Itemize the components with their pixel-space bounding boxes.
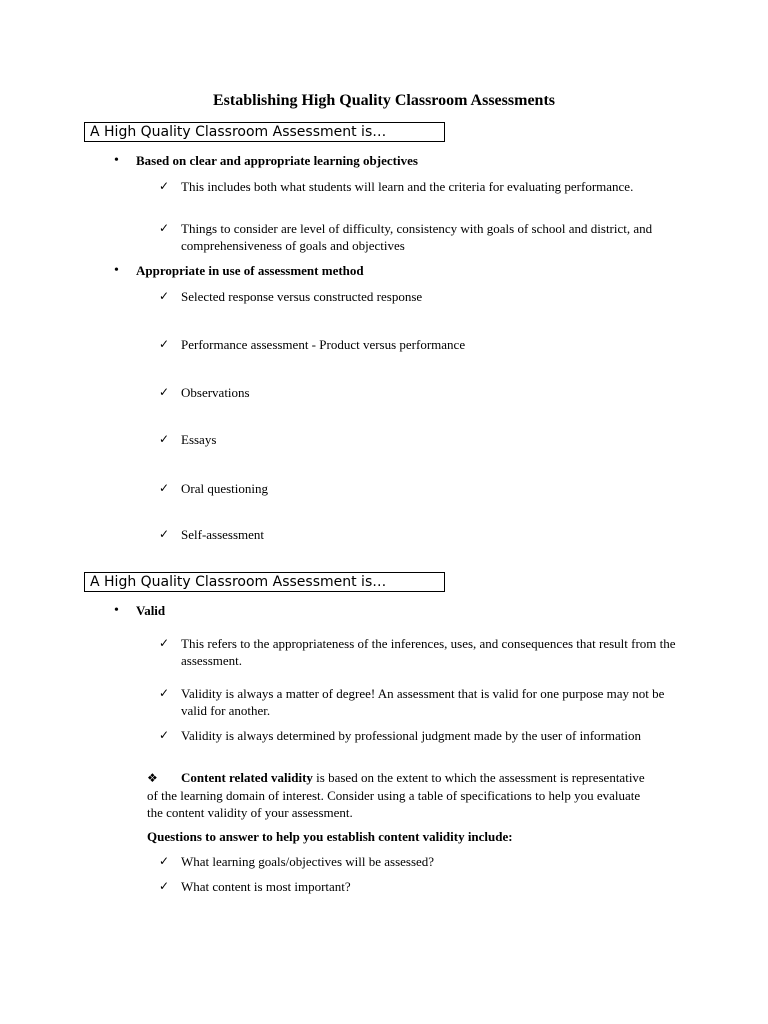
bullet-label: Appropriate in use of assessment method [136,263,364,278]
page-title: Establishing High Quality Classroom Assessments [213,92,555,109]
check-text: Validity is always determined by professional judgment made by the user of information [181,728,641,743]
bullet-dot-icon: • [114,263,119,278]
checkmark-icon: ✓ [159,337,170,351]
questions-heading: Questions to answer to help you establish content validity include: [147,829,513,844]
checkmark-icon: ✓ [159,481,170,495]
checkmark-icon: ✓ [159,527,170,541]
check-text: Observations [181,385,250,400]
check-text: This includes both what students will learn and the criteria for evaluating performance. [181,179,634,194]
checkmark-icon: ✓ [159,636,170,650]
bullet-label: Valid [136,603,166,618]
check-text: This refers to the appropriateness of the inferences, uses, and consequences that result from the assessment. [181,636,676,668]
bullet-dot-icon: • [114,603,119,618]
checkmark-icon: ✓ [159,385,170,399]
bullet-label: Based on clear and appropriate learning objectives [136,153,418,168]
question-text: What learning goals/objectives will be assessed? [181,854,435,869]
check-text: Performance assessment - Product versus performance [181,337,466,352]
checkmark-icon: ✓ [159,728,170,742]
checkmark-icon: ✓ [159,179,170,193]
content-validity-text: is based on the extent to which the assessment is representative of the learning domain of interest. Consider using a table of specifications to help you evaluate the content validity of your assessment. [147,770,645,820]
content-validity-paragraph [147,769,647,821]
check-text: Self-assessment [181,527,265,542]
checkmark-icon: ✓ [159,289,170,303]
checkmark-icon: ✓ [159,221,170,235]
content-validity-term: Content related validity [181,770,313,785]
check-text: Selected response versus constructed response [181,289,423,304]
check-text: Essays [181,432,217,447]
section-heading-2: A High Quality Classroom Assessment is… [84,572,445,592]
check-text: Oral questioning [181,481,269,496]
check-text: Things to consider are level of difficulty, consistency with goals of school and district, and comprehensiveness of goals and objectives [181,221,653,253]
four-diamond-icon: ❖ [147,771,158,785]
check-text: Validity is always a matter of degree! An assessment that is valid for one purpose may not be valid for another. [181,686,665,718]
section-heading-1: A High Quality Classroom Assessment is… [84,122,445,142]
checkmark-icon: ✓ [159,686,170,700]
checkmark-icon: ✓ [159,432,170,446]
checkmark-icon: ✓ [159,854,170,868]
checkmark-icon: ✓ [159,879,170,893]
bullet-dot-icon: • [114,153,119,168]
question-text: What content is most important? [181,879,351,894]
